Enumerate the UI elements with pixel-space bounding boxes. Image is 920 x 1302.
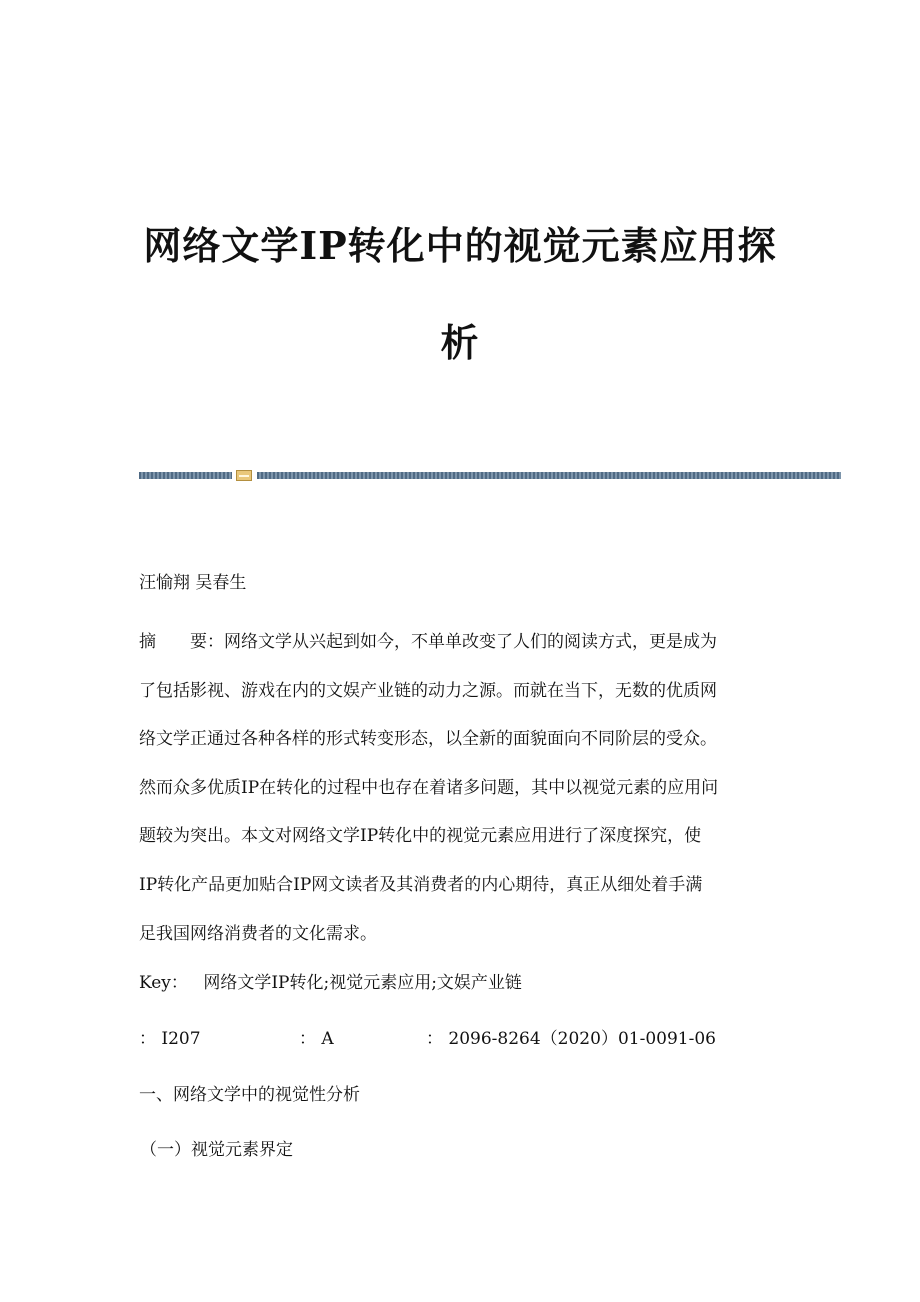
article-number: ： 2096-8264（2020）01-0091-06 bbox=[426, 1029, 716, 1049]
divider-bar-right bbox=[257, 472, 841, 479]
title-divider bbox=[139, 470, 841, 481]
clc-number: ： I207 bbox=[139, 1029, 201, 1049]
keywords bbox=[139, 968, 522, 993]
abstract-line: 题较为突出。本文对网络文学IP转化中的视觉元素应用进行了深度探究，使 bbox=[139, 826, 702, 847]
classification-line bbox=[139, 1024, 779, 1048]
divider-bar-left bbox=[139, 472, 232, 479]
abstract-line: 了包括影视、游戏在内的文娱产业链的动力之源。而就在当下，无数的优质网 bbox=[139, 680, 717, 701]
doc-title-line-2: 析 bbox=[440, 320, 480, 365]
abstract-line: 足我国网络消费者的文化需求。 bbox=[139, 923, 377, 944]
document-code: ： A bbox=[299, 1029, 334, 1049]
abstract bbox=[139, 618, 789, 958]
abstract-label: 摘 要： bbox=[139, 632, 224, 652]
keywords-value: 网络文学IP转化;视觉元素应用;文娱产业链 bbox=[203, 973, 522, 993]
abstract-line: 然而众多优质IP在转化的过程中也存在着诸多问题，其中以视觉元素的应用问 bbox=[139, 777, 719, 798]
section-heading-2: （一）视觉元素界定 bbox=[140, 1140, 293, 1160]
authors: 汪愉翔 吴春生 bbox=[139, 573, 247, 593]
abstract-line: 摘 要：网络文学从兴起到如今，不单单改变了人们的阅读方式，更是成为 bbox=[139, 632, 717, 652]
abstract-line: IP转化产品更加贴合IP网文读者及其消费者的内心期待，真正从细处着手满 bbox=[139, 874, 703, 895]
keywords-label: Key： bbox=[139, 973, 188, 993]
abstract-line: 络文学正通过各种各样的形式转变形态，以全新的面貌面向不同阶层的受众。 bbox=[139, 729, 717, 750]
doc-title-line-1: 网络文学IP转化中的视觉元素应用探 bbox=[143, 223, 777, 268]
divider-emblem-icon bbox=[236, 470, 252, 481]
section-heading-1: 一、网络文学中的视觉性分析 bbox=[139, 1085, 360, 1105]
